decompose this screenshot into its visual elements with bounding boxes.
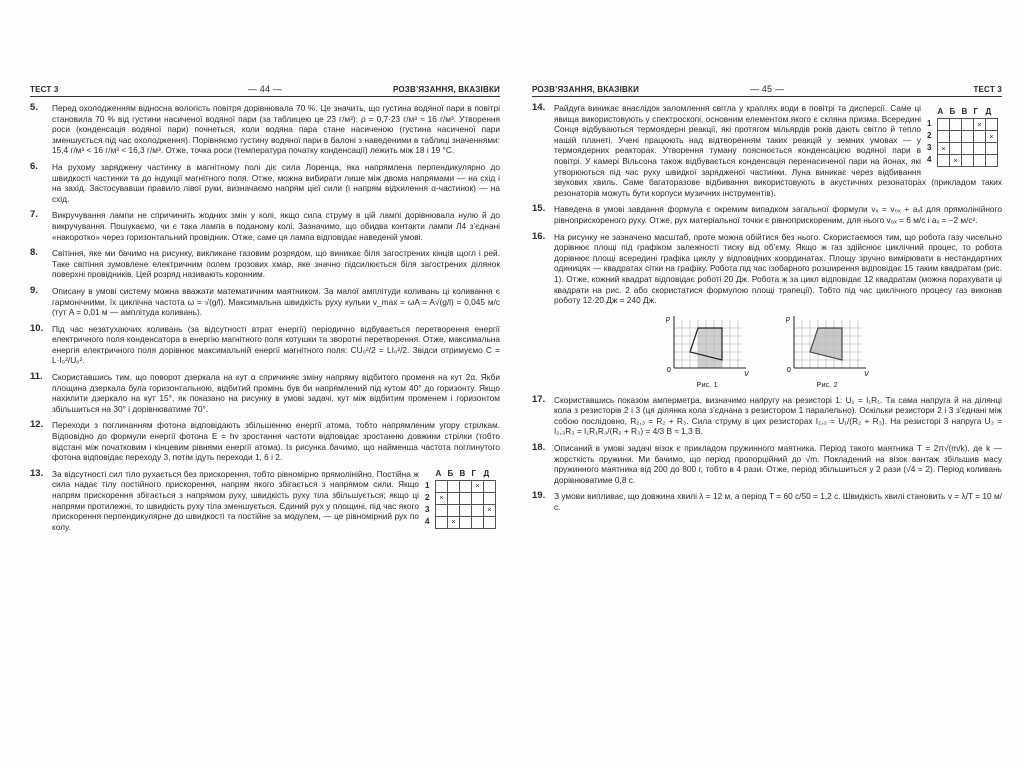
pv-figures	[662, 312, 1002, 389]
grid-row-2: 2	[425, 493, 430, 503]
answer-number: 16.	[532, 230, 546, 242]
answer-number: 15.	[532, 203, 546, 215]
test-label: ТЕСТ 3	[30, 85, 59, 94]
grid-col-v: В	[459, 469, 466, 479]
figure-caption: Рис. 1	[696, 379, 718, 389]
answer-16	[532, 232, 1002, 306]
answer-text: З умови випливає, що довжина хвилі λ = 12 м, а період T = 60 с/50 = 1,2 с. Швидкість хвилі становить v = λ/T = 10 м/с.	[554, 491, 1002, 513]
grid-col-b: Б	[949, 107, 956, 117]
answer-11	[30, 372, 500, 414]
answer-19	[532, 491, 1002, 512]
grid-col-a: А	[435, 469, 442, 479]
answer-number: 10.	[30, 322, 44, 334]
grid-mark: ×	[974, 119, 986, 131]
answer-15	[532, 204, 1002, 225]
answer-text: На рисунку не зазначено масштаб, проте можна обійтися без нього. Скористаємося тим, що робота газу чисельно дорівнює площі під графіком залежності тиску від об’єму. Якщо ж газ здійснює циклічний процес, то робота дорівнює площі всередині графіка циклу у відповідних координатах. Площу зручно вимірювати в нестандартних одиницях — квадратах сітки на графіку. Робота під час ізобарного розширення відповідає 15 таким квадратам (рис. 1). Отже, кожний квадрат відповідає роботі 20 Дж. Робота ж за цикл відповідає 12 квадратам (можна порахувати ці квадрати на рис. 2 або скористатися формулою площі трапеції). Тобто під час циклічного процесу газ виконав роботу 12·20 Дж = 240 Дж.	[554, 231, 1002, 306]
test-label: ТЕСТ 3	[973, 85, 1002, 94]
grid-row-2: 2	[927, 131, 932, 141]
grid-mark: ×	[938, 143, 950, 155]
page-number: — 45 —	[749, 84, 785, 94]
answer-number: 8.	[30, 247, 38, 259]
answer-9	[30, 286, 500, 318]
grid-mark: ×	[986, 131, 998, 143]
right-page	[532, 84, 1002, 513]
page-number: — 44 —	[247, 84, 283, 94]
answer-13	[30, 469, 500, 533]
grid-mark: ×	[484, 504, 496, 516]
grid-mark: ×	[448, 516, 460, 528]
answer-number: 11.	[30, 371, 43, 383]
pv-diagram-2	[782, 312, 872, 378]
answer-number: 7.	[30, 209, 38, 221]
answer-number: 14.	[532, 102, 546, 113]
grid-col-g: Г	[471, 469, 477, 479]
axis-v-label: V	[744, 370, 749, 378]
figure-1	[662, 312, 752, 389]
answer-text: Скориставшись тим, що поворот дзеркала на кут α спричиняє зміну напряму відбитого променя на кут 2α. Якби площина дзеркала була горизонтальною, відбитий промінь був би напрямлений під кутом 40° до горизонту. Якщо нахилити дзеркало на кут 15°, як показано на рисунку в умові задачі, кут між відбитим променем і горизонтом збільшиться на 30° і дорівнюватиме 70°.	[52, 372, 500, 414]
section-label: РОЗВ’ЯЗАННЯ, ВКАЗІВКИ	[532, 85, 640, 94]
answer-6	[30, 162, 500, 204]
axis-v-label: V	[864, 370, 869, 378]
left-page	[30, 84, 500, 532]
answer-grid-14	[927, 107, 998, 167]
grid-col-v: В	[961, 107, 968, 117]
figure-2	[782, 312, 872, 389]
answer-text: Світіння, яке ми бачимо на рисунку, викликане газовим розрядом, що виникає біля загострених кінців щогл і рей. Таке світіння зумовлене електричним полем грозових хмар, яке значно підсилюється біля загострених ділянок поверхні провідників. Цей розряд називають коронним.	[52, 248, 500, 280]
answer-text: На рухому заряджену частинку в магнітному полі діє сила Лоренца, яка напрямлена перпендикулярно до швидкості частинки та до індукції магнітного поля. Отже, можна вибирати лише між двома напрямами — на схід і на захід. Застосувавши правило лівої руки, визначаємо напрям цієї сили (і напрям відхилення α-частинок) — на схід.	[52, 161, 500, 204]
answer-text: Райдуга виникає внаслідок заломлення світла у краплях води в повітрі та дисперсії. Саме ці явища використовують у спектроскопі, основним елементом якого є скляна призма. Всередині Сонця відбуваються термоядерні реакції, які протягом мільярдів років дають світло й тепло нашій планеті. Учені працюють над відтворенням таких реакцій у земних умовах — у термоядерних реакторах. Утворення туману пояснюється конденсацією водяної пари в повітрі. У камері Вільсона також відбувається конденсація перенасиченої пари на йонах, які утворюються під час руху швидкої зарядженої частинки. Луна виникає через відбивання звукових хвиль. Саме багаторазове відбивання використовують в акустичних резонаторах (прикладом таких резонаторів можуть бути корпуси музичних інструментів).	[554, 103, 1002, 198]
answer-14	[532, 103, 1002, 198]
answer-text: Скориставшись показом амперметра, визначимо напругу на резисторі 1: U₁ = I₁R₁. Та сама напруга й на ділянці кола з резисторів 2 і 3 (ця ділянка кола з’єднана з резистором 1 паралельно). Оскільки резистори 2 і 3 з’єднані між собою послідовно, R₂,₃ = R₂ + R₃. Сила струму в цих резисторах I₂,₃ = U₁/(R₂ + R₃). На резисторі 3 напруга U₃ = I₂,₃R₃ = I₁R₁R₃/(R₂ + R₃) = 4/3 В ≈ 1,3 В.	[554, 394, 1002, 437]
grid-row-1: 1	[927, 119, 932, 129]
grid-mark: ×	[436, 492, 448, 504]
grid-col-a: А	[937, 107, 944, 117]
answer-12	[30, 420, 500, 462]
answer-text: За відсутності сил тіло рухається без прискорення, тобто рівномірно прямолінійно. Постійна ж сила надає тілу постійного прискорення, напрям якого збігається з напрямом сили. Якщо напрям прискорення збігається з напрямом руху, швидкість руху тіла збільшується; якщо ці напрями протилежні, то швидкість руху тіла зменшується. Єдиний рух у площині, під час якого прискорення перпендикулярне до швидкості та постійне за модулем, — це рівномірний рух по колу.	[52, 468, 419, 532]
answer-number: 6.	[30, 160, 38, 172]
answer-number: 5.	[30, 102, 38, 113]
answer-17	[532, 395, 1002, 437]
grid-row-3: 3	[927, 143, 932, 153]
grid-col-b: Б	[447, 469, 454, 479]
figure-caption: Рис. 2	[816, 379, 838, 389]
axis-p-label: p	[666, 315, 670, 323]
answer-text: Описану в умові систему можна вважати математичним маятником. За малої амплітуди коливань ці коливання є гармонічними, їх циклічна частота ω = √(g/l). Максимальна швидкість руху кульки v_max = ωA = A√(g/l) = 0,045 м/с (тут A = 0,01 м — амплітуда коливань).	[52, 285, 500, 318]
answer-number: 13.	[30, 467, 44, 479]
answer-text: Описаний в умові задачі візок є прикладом пружинного маятника. Період такого маятника T = 2π√(m/k), де k — жорсткість пружини. Ми бачимо, що період пропорційний до √m. Покладений на візок вантаж збільшив масу пружинного маятника від 200 до 800 г, тобто в 4 рази. Отже, період збільшиться у 2 рази (√4 = 2). Період коливань дорівнюватиме 0,8 с.	[554, 443, 1002, 485]
page-header-left	[30, 84, 500, 97]
grid-col-d: Д	[985, 107, 992, 117]
grid-mark: ×	[950, 155, 962, 167]
answer-8	[30, 248, 500, 280]
answer-number: 18.	[532, 442, 546, 454]
answer-18	[532, 443, 1002, 485]
answer-number: 9.	[30, 284, 38, 296]
answer-number: 17.	[532, 393, 546, 405]
answer-number: 19.	[532, 490, 546, 502]
origin-label: 0	[667, 366, 671, 374]
grid-col-d: Д	[483, 469, 490, 479]
answer-10	[30, 324, 500, 366]
page-header-right	[532, 84, 1002, 97]
grid-row-1: 1	[425, 481, 430, 491]
grid-row-3: 3	[425, 505, 430, 515]
answer-text: Під час незатухаючих коливань (за відсутності втрат енергії) періодично відбувається перетворення енергії електричного поля конденсатора в енергію магнітного поля котушки та зворотні перетворення. Отже, максимальна енергія електричного поля дорівнює максимальній енергії магнітного поля: CU₀²/2 = LI₀²/2. Звідси отримуємо C = L·I₀²/U₀².	[52, 323, 500, 366]
answer-text: Викручування лампи не спричинить жодних змін у колі, якщо сила струму в цій лампі дорівнювала нулю й до викручування. Пошукаємо, чи є така лампа в поданому колі. Зазначимо, що обидва контакти лампи Л4 з’єднані «накоротко» через горизонтальний провідник. Отже, саме ця лампа відповідає наведеній умові.	[52, 210, 500, 242]
answer-7	[30, 210, 500, 242]
grid-col-g: Г	[973, 107, 979, 117]
grid-row-4: 4	[425, 517, 430, 527]
answer-5	[30, 103, 500, 156]
answer-number: 12.	[30, 419, 44, 431]
answer-text: Переходи з поглинанням фотона відповідають збільшенню енергії атома, тобто напрямленим угору стрілкам. Відповідно до формули енергії фотона E = hν зростання частоти відповідає зростанню довжини стрілки (тобто відстані між початковим і кінцевим рівнями енергії атома). Із рисунка бачимо, що найменша частота поглинутого фотона відповідає переходу 3, потім ідуть переходи 1, 6 і 2.	[52, 420, 500, 463]
answer-grid-13	[425, 469, 496, 529]
axis-p-label: p	[786, 315, 790, 323]
section-label: РОЗВ’ЯЗАННЯ, ВКАЗІВКИ	[392, 85, 500, 94]
pv-diagram-1	[662, 312, 752, 378]
grid-mark: ×	[472, 480, 484, 492]
answer-text: Наведена в умові завдання формула є окремим випадком загальної формули vₓ = v₀ₓ + aₓt для прямолінійного рівноприскореного руху. Отже, рух матеріальної точки є рівноприскореним, для нього v₀ₓ = 6 м/с і aₓ = −2 м/с².	[554, 204, 1002, 225]
grid-row-4: 4	[927, 155, 932, 165]
origin-label: 0	[787, 366, 791, 374]
answer-text: Перед охолодженням відносна вологість повітря дорівнювала 70 %. Це значить, що густина водяної пари в повітрі становила 70 % від густини насиченої водяної пари (за таблицею це 23 г/м³): ρ = 0,7·23 г/м³ ≈ 16 г/м³. Утворення роси (конденсація водяної пари) почнеться, коли водяна пара стане насиченою (густина насиченої пари зменшується під час охолодження). Порівняємо густину водяної пари в балоні з наведеними в таблиці значеннями: 15,4 г/м³ < 16 г/м³ < 16,3 г/м³. Отже, точка роси (температура початку конденсації) лежить між 18 і 19 °С.	[52, 103, 500, 156]
